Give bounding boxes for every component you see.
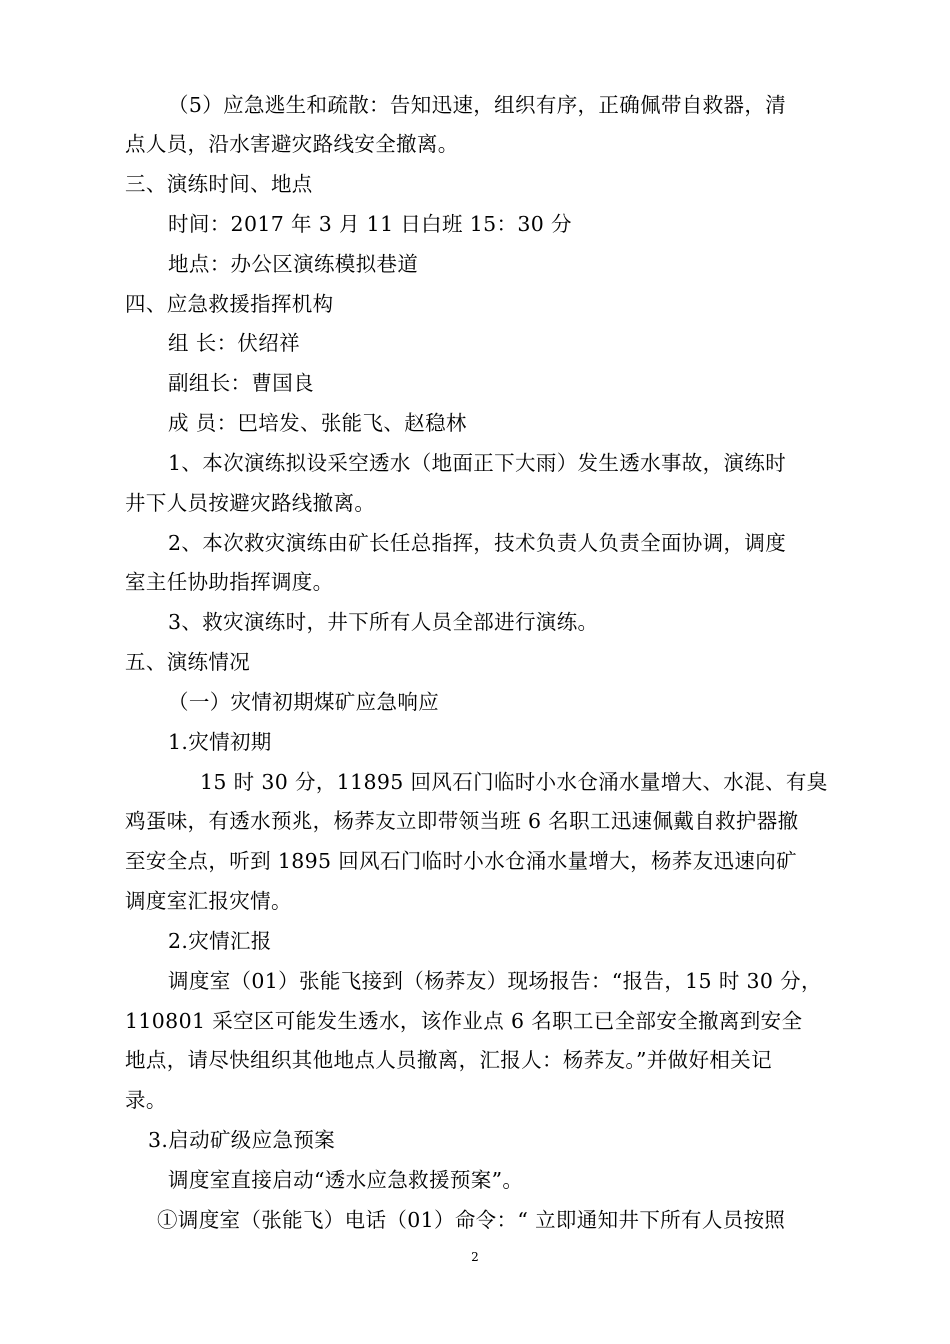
subsection-heading: 3.启动矿级应急预案 bbox=[148, 1128, 336, 1152]
text-line: 15 时 30 分，11895 回风石门临时小水仓涌水量增大、水混、有臭 bbox=[200, 770, 828, 794]
text-line: ①调度室（张能飞）电话（01）命令：“ 立即通知井下所有人员按照 bbox=[157, 1208, 786, 1232]
text-line: 调度室直接启动“透水应急救援预案”。 bbox=[168, 1168, 524, 1192]
text-line: 井下人员按避灾路线撤离。 bbox=[125, 491, 376, 515]
text-line: 2、本次救灾演练由矿长任总指挥，技术负责人负责全面协调，调度 bbox=[168, 531, 787, 555]
text-line: 时间：2017 年 3 月 11 日白班 15：30 分 bbox=[168, 212, 572, 236]
page-number: 2 bbox=[471, 1250, 479, 1264]
section-heading: 四、应急救援指挥机构 bbox=[125, 292, 334, 316]
text-line: 调度室汇报灾情。 bbox=[125, 889, 292, 913]
text-line: 点人员，沿水害避灾路线安全撤离。 bbox=[125, 132, 459, 156]
text-line: 地点，请尽快组织其他地点人员撤离，汇报人：杨荞友。”并做好相关记 bbox=[125, 1048, 772, 1072]
text-line: 成 员：巴培发、张能飞、赵稳林 bbox=[168, 411, 467, 435]
text-line: 室主任协助指挥调度。 bbox=[125, 570, 334, 594]
text-line: 录。 bbox=[125, 1088, 167, 1112]
text-line: 地点：办公区演练模拟巷道 bbox=[168, 252, 419, 276]
text-line: 调度室（01）张能飞接到（杨荞友）现场报告：“报告，15 时 30 分， bbox=[168, 969, 822, 993]
text-line: 3、救灾演练时，井下所有人员全部进行演练。 bbox=[168, 610, 599, 634]
text-line: 副组长：曹国良 bbox=[168, 371, 314, 395]
section-heading: 三、演练时间、地点 bbox=[125, 172, 313, 196]
subsection-heading: 2.灾情汇报 bbox=[168, 929, 272, 953]
text-line: 组 长：伏绍祥 bbox=[168, 331, 300, 355]
subsection-heading: （一）灾情初期煤矿应急响应 bbox=[168, 690, 440, 714]
section-heading: 五、演练情况 bbox=[125, 650, 251, 674]
text-line: 鸡蛋味，有透水预兆，杨荞友立即带领当班 6 名职工迅速佩戴自救护器撤 bbox=[125, 809, 799, 833]
text-line: （5）应急逃生和疏散：告知迅速，组织有序，正确佩带自救器，清 bbox=[168, 93, 787, 117]
text-line: 1、本次演练拟设采空透水（地面正下大雨）发生透水事故，演练时 bbox=[168, 451, 787, 475]
text-line: 至安全点，听到 1895 回风石门临时小水仓涌水量增大，杨荞友迅速向矿 bbox=[125, 849, 797, 873]
subsection-heading: 1.灾情初期 bbox=[168, 730, 272, 754]
text-line: 110801 采空区可能发生透水，该作业点 6 名职工已全部安全撤离到安全 bbox=[125, 1009, 803, 1033]
